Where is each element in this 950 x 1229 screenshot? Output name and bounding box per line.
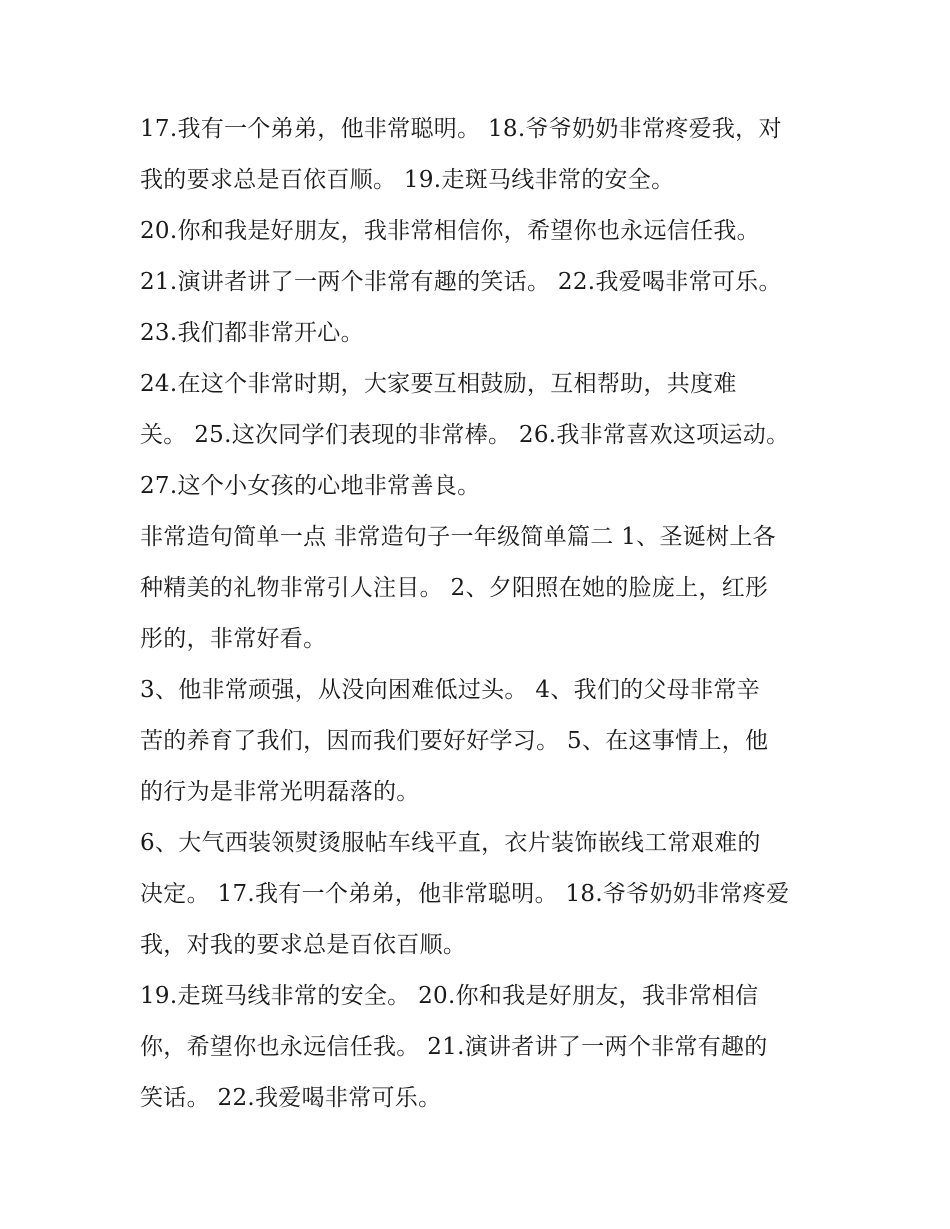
text-line: 6、大气西装领熨烫服帖车线平直，衣片装饰嵌线工常艰难的 bbox=[140, 830, 761, 856]
text-line: 关。 25.这次同学们表现的非常棒。 26.我非常喜欢这项运动。 bbox=[140, 422, 790, 448]
text-line: 20.你和我是好朋友，我非常相信你，希望你也永远信任我。 bbox=[140, 218, 760, 244]
text-line: 23.我们都非常开心。 bbox=[140, 320, 364, 346]
text-line: 17.我有一个弟弟，他非常聪明。 18.爷爷奶奶非常疼爱我，对 bbox=[140, 116, 782, 142]
text-line: 非常造句简单一点 非常造句子一年级简单篇二 1、圣诞树上各 bbox=[140, 524, 776, 550]
text-line: 种精美的礼物非常引人注目。 2、夕阳照在她的脸庞上，红彤 bbox=[140, 575, 769, 601]
text-line: 我，对我的要求总是百依百顺。 bbox=[140, 932, 467, 958]
text-line: 27.这个小女孩的心地非常善良。 bbox=[140, 473, 481, 499]
text-line: 彤的，非常好看。 bbox=[140, 626, 327, 652]
document-body bbox=[140, 104, 820, 1124]
text-line: 决定。 17.我有一个弟弟，他非常聪明。 18.爷爷奶奶非常疼爱 bbox=[140, 881, 790, 907]
text-line: 3、他非常顽强，从没向困难低过头。 4、我们的父母非常辛 bbox=[140, 677, 760, 703]
text-line: 你，希望你也永远信任我。 21.演讲者讲了一两个非常有趣的 bbox=[140, 1034, 768, 1060]
text-line: 我的要求总是百依百顺。 19.走斑马线非常的安全。 bbox=[140, 167, 675, 193]
text-line: 笑话。 22.我爱喝非常可乐。 bbox=[140, 1085, 442, 1111]
text-line: 21.演讲者讲了一两个非常有趣的笑话。 22.我爱喝非常可乐。 bbox=[140, 269, 782, 295]
text-line: 的行为是非常光明磊落的。 bbox=[140, 779, 420, 805]
text-line: 苦的养育了我们，因而我们要好好学习。 5、在这事情上，他 bbox=[140, 728, 769, 754]
text-line: 24.在这个非常时期，大家要互相鼓励，互相帮助，共度难 bbox=[140, 371, 737, 397]
text-line: 19.走斑马线非常的安全。 20.你和我是好朋友，我非常相信 bbox=[140, 983, 759, 1009]
